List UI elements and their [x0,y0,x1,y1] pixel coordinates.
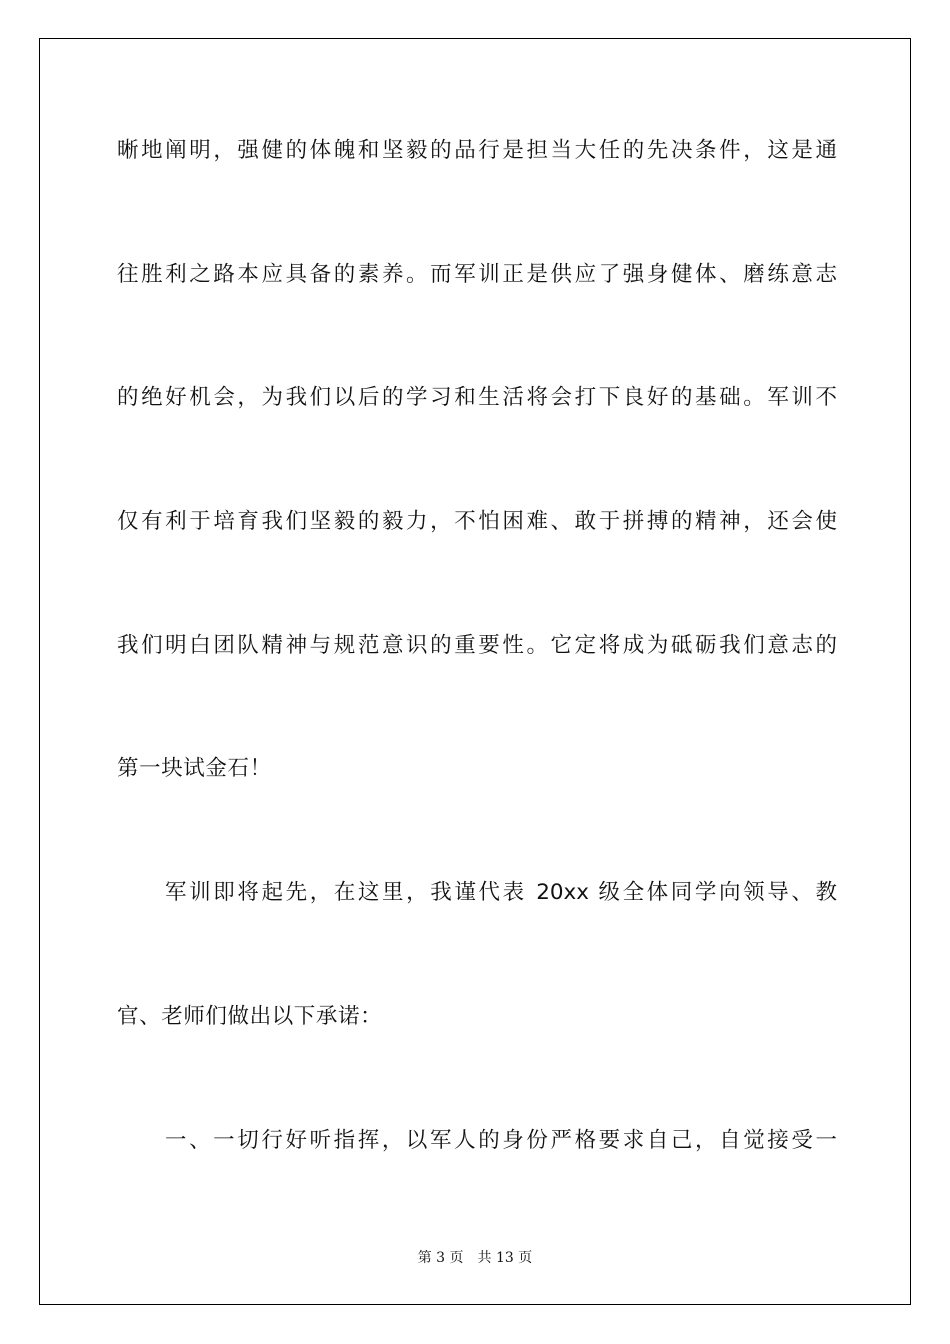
text-line-7: 军训即将起先，在这里，我谨代表 20xx 级全体同学向领导、教 [165,880,837,905]
text-line-1: 晰地阐明，强健的体魄和坚毅的品行是担当大任的先决条件，这是通 [117,138,837,163]
text-line-9: 一、一切行好听指挥，以军人的身份严格要求自己，自觉接受一 [165,1128,837,1153]
page-number: 第 3 页 [417,1250,464,1266]
page-total: 共 13 页 [477,1250,533,1266]
text-line-4: 仅有利于培育我们坚毅的毅力，不怕困难、敢于拼搏的精神，还会使 [117,509,837,534]
text-line-3: 的绝好机会，为我们以后的学习和生活将会打下良好的基础。军训不 [117,385,837,410]
text-line-5: 我们明白团队精神与规范意识的重要性。它定将成为砥砺我们意志的 [117,633,837,658]
page-border [39,38,911,1305]
text-line-8: 官、老师们做出以下承诺： [117,1004,383,1029]
text-line-2: 往胜利之路本应具备的素养。而军训正是供应了强身健体、磨练意志 [117,262,837,287]
text-line-6: 第一块试金石！ [117,756,272,781]
page-footer [0,1247,950,1267]
